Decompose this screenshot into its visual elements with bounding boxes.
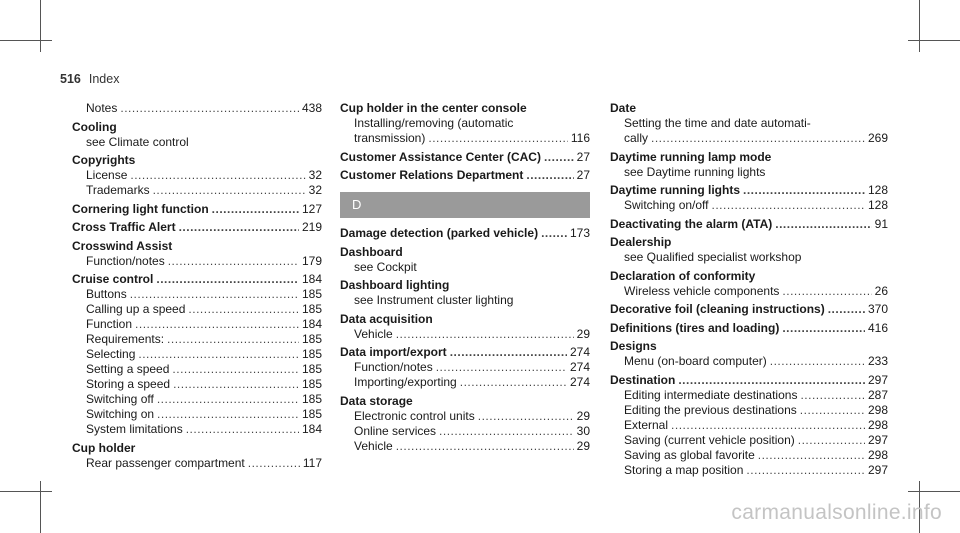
page-reference: 185 xyxy=(301,362,322,376)
dot-leader xyxy=(651,131,865,146)
page-reference: 298 xyxy=(867,402,888,417)
entry-label: Decorative foil (cleaning instructions) xyxy=(610,302,825,316)
entry-label: Function xyxy=(86,317,133,331)
dot-leader xyxy=(775,217,871,232)
entry-label: Cross Traffic Alert xyxy=(72,220,176,234)
dot-leader xyxy=(130,287,299,302)
index-subentry[interactable] xyxy=(72,302,322,317)
entry-label: Customer Assistance Center (CAC) xyxy=(340,149,541,164)
index-subentry[interactable] xyxy=(610,403,888,418)
dot-leader xyxy=(436,360,567,375)
page-number: 516 xyxy=(60,72,81,86)
page-reference: 185 xyxy=(301,287,322,301)
index-subentry[interactable] xyxy=(340,375,590,390)
entry-label: Calling up a speed xyxy=(86,302,186,316)
page-reference: 29 xyxy=(576,326,590,341)
entry-label: cally xyxy=(624,131,649,145)
entry-label: transmission) xyxy=(354,131,426,145)
dot-leader xyxy=(138,347,299,362)
entry-label: Online services xyxy=(354,423,437,438)
entry-label: Selecting xyxy=(86,347,136,361)
entry-label: Saving as global favorite xyxy=(624,447,755,462)
page-reference: 297 xyxy=(867,372,888,387)
index-subentry: see Daytime running lights xyxy=(624,164,766,179)
page-reference: 179 xyxy=(301,253,322,268)
index-subentry[interactable] xyxy=(610,284,888,299)
page-reference: 287 xyxy=(867,387,888,402)
index-subentry[interactable] xyxy=(610,198,888,213)
index-subentry[interactable] xyxy=(610,463,888,478)
index-subentry: see Qualified specialist workshop xyxy=(624,250,802,264)
page-reference: 128 xyxy=(867,198,888,212)
dot-leader xyxy=(782,321,865,336)
index-subentry[interactable] xyxy=(72,407,322,422)
index-subentry[interactable] xyxy=(72,377,322,392)
dot-leader xyxy=(671,418,865,433)
index-topic[interactable] xyxy=(610,217,888,232)
crop-mark xyxy=(908,40,960,41)
index-topic[interactable] xyxy=(72,220,322,235)
page-reference: 185 xyxy=(301,392,322,406)
dot-leader xyxy=(526,168,573,183)
entry-label: Storing a map position xyxy=(624,462,744,477)
dot-leader xyxy=(782,284,871,299)
crop-mark xyxy=(0,40,52,41)
index-subentry[interactable] xyxy=(72,392,322,407)
entry-label: Switching on/off xyxy=(624,198,709,212)
page-reference: 128 xyxy=(867,183,888,197)
entry-label: Setting a speed xyxy=(86,362,170,376)
entry-label: Switching off xyxy=(86,392,154,406)
dot-leader xyxy=(770,354,865,369)
index-column-1 xyxy=(72,101,322,471)
page-reference: 298 xyxy=(867,417,888,432)
dot-leader xyxy=(168,254,299,269)
index-subentry: Installing/removing (automatic xyxy=(354,116,514,130)
dot-leader xyxy=(743,183,865,198)
index-column-3 xyxy=(610,101,888,478)
index-subentry[interactable] xyxy=(72,101,322,116)
index-topic: Dashboard lighting xyxy=(340,278,450,292)
page-reference: 32 xyxy=(308,183,322,197)
page-reference: 298 xyxy=(867,447,888,462)
entry-label: Vehicle xyxy=(354,438,393,453)
page-reference: 274 xyxy=(569,375,590,389)
entry-label: Deactivating the alarm (ATA) xyxy=(610,216,773,231)
page-reference: 185 xyxy=(301,302,322,316)
dot-leader xyxy=(541,226,567,241)
dot-leader xyxy=(173,377,299,392)
index-topic: Copyrights xyxy=(72,153,136,167)
entry-label: Cornering light function xyxy=(72,201,209,216)
crop-mark xyxy=(908,491,960,492)
entry-label: Trademarks xyxy=(86,183,150,197)
index-subentry[interactable] xyxy=(610,433,888,448)
page-reference: 185 xyxy=(301,347,322,361)
dot-leader xyxy=(544,150,574,165)
index-subentry[interactable] xyxy=(610,418,888,433)
dot-leader xyxy=(746,463,865,478)
index-subentry: see Cockpit xyxy=(354,259,417,274)
watermark: carmanualsonline.info xyxy=(731,501,942,524)
dot-leader xyxy=(396,327,574,342)
page-reference: 184 xyxy=(301,317,322,331)
entry-label: Function/notes xyxy=(86,253,165,268)
index-topic: Dashboard xyxy=(340,244,403,259)
index-subentry[interactable] xyxy=(340,439,590,454)
page-reference: 219 xyxy=(301,220,322,234)
index-subentry: see Instrument cluster lighting xyxy=(354,293,514,307)
entry-label: Editing the previous destinations xyxy=(624,402,797,417)
page-reference: 116 xyxy=(570,131,590,145)
page-reference: 26 xyxy=(874,283,888,298)
index-subentry[interactable] xyxy=(340,424,590,439)
index-subentry[interactable] xyxy=(72,183,322,198)
entry-label: Saving (current vehicle position) xyxy=(624,432,795,447)
page-reference: 127 xyxy=(301,201,322,216)
dot-leader xyxy=(450,345,567,360)
index-subentry[interactable] xyxy=(340,409,590,424)
page-reference: 29 xyxy=(576,408,590,423)
dot-leader xyxy=(248,456,300,471)
index-topic: Data storage xyxy=(340,393,413,408)
entry-label: Buttons xyxy=(86,287,127,301)
dot-leader xyxy=(135,317,299,332)
index-topic[interactable] xyxy=(610,373,888,388)
page-reference: 233 xyxy=(867,354,888,368)
index-subentry[interactable] xyxy=(72,254,322,269)
page-reference: 91 xyxy=(874,216,888,231)
dot-leader xyxy=(179,220,299,235)
index-topic: Daytime running lamp mode xyxy=(610,149,772,164)
dot-leader xyxy=(156,272,299,287)
page-reference: 416 xyxy=(867,320,888,335)
page-title: Index xyxy=(88,72,120,86)
entry-label: Cruise control xyxy=(72,272,154,286)
crop-mark xyxy=(40,481,41,533)
index-subentry[interactable] xyxy=(340,360,590,375)
index-topic: Dealership xyxy=(610,235,672,249)
index-subentry[interactable] xyxy=(610,448,888,463)
entry-label: Rear passenger compartment xyxy=(86,455,245,470)
dot-leader xyxy=(157,407,299,422)
dot-leader xyxy=(800,403,865,418)
index-topic: Cup holder xyxy=(72,440,136,455)
page-reference: 274 xyxy=(569,360,590,374)
index-topic[interactable] xyxy=(72,202,322,217)
index-subentry: Setting the time and date automati- xyxy=(624,116,811,130)
page-reference: 438 xyxy=(301,101,322,115)
index-subentry[interactable] xyxy=(340,327,590,342)
page-reference: 184 xyxy=(301,272,322,286)
page-reference: 185 xyxy=(301,407,322,421)
page-reference: 27 xyxy=(576,168,590,182)
index-topic: Declaration of conformity xyxy=(610,268,756,283)
entry-label: External xyxy=(624,417,669,432)
dot-leader xyxy=(167,332,299,347)
crop-mark xyxy=(0,491,52,492)
index-subentry[interactable] xyxy=(72,347,322,362)
index-subentry[interactable] xyxy=(72,422,322,437)
dot-leader xyxy=(172,362,299,377)
entry-label: Requirements: xyxy=(86,332,165,346)
index-topic[interactable] xyxy=(340,150,590,165)
entry-label: Wireless vehicle components xyxy=(624,283,780,298)
page-reference: 269 xyxy=(867,131,888,145)
page-reference: 184 xyxy=(301,422,322,436)
dot-leader xyxy=(460,375,567,390)
page-header xyxy=(60,72,119,86)
index-topic: Data acquisition xyxy=(340,311,433,326)
page-reference: 185 xyxy=(301,377,322,391)
index-column-2 xyxy=(340,101,590,454)
index-topic[interactable] xyxy=(610,302,888,317)
dot-leader xyxy=(439,424,574,439)
index-topic[interactable] xyxy=(72,272,322,287)
dot-leader xyxy=(478,409,574,424)
entry-label: Function/notes xyxy=(354,360,433,374)
index-subentry: see Climate control xyxy=(86,134,189,149)
index-topic: Date xyxy=(610,101,637,115)
entry-label: Damage detection (parked vehicle) xyxy=(340,226,539,240)
dot-leader xyxy=(396,439,574,454)
page-reference: 370 xyxy=(867,302,888,316)
dot-leader xyxy=(798,433,865,448)
index-topic: Designs xyxy=(610,339,657,353)
index-subentry[interactable] xyxy=(72,332,322,347)
page-reference: 27 xyxy=(576,149,590,164)
entry-label: Vehicle xyxy=(354,326,393,341)
page-reference: 274 xyxy=(569,345,590,359)
dot-leader xyxy=(153,183,306,198)
dot-leader xyxy=(188,302,299,317)
index-subentry[interactable] xyxy=(72,456,322,471)
dot-leader xyxy=(758,448,865,463)
dot-leader xyxy=(828,302,865,317)
entry-label: Editing intermediate destinations xyxy=(624,387,798,402)
index-topic[interactable] xyxy=(610,321,888,336)
page-reference: 29 xyxy=(576,438,590,453)
page-reference: 185 xyxy=(301,332,322,346)
index-subentry[interactable] xyxy=(72,362,322,377)
index-topic: Crosswind Assist xyxy=(72,238,173,253)
index-topic[interactable] xyxy=(610,183,888,198)
crop-mark xyxy=(919,0,920,52)
page-reference: 117 xyxy=(302,455,322,470)
entry-label: Definitions (tires and loading) xyxy=(610,320,780,335)
index-subentry[interactable] xyxy=(72,317,322,332)
index-subentry[interactable] xyxy=(610,131,888,146)
page-reference: 297 xyxy=(867,432,888,447)
entry-label: Storing a speed xyxy=(86,377,171,391)
entry-label: Importing/exporting xyxy=(354,375,457,389)
index-subentry[interactable] xyxy=(610,354,888,369)
index-topic: Cooling xyxy=(72,119,117,134)
dot-leader xyxy=(186,422,299,437)
crop-mark xyxy=(40,0,41,52)
page-reference: 32 xyxy=(308,168,322,182)
index-subentry[interactable] xyxy=(610,388,888,403)
index-topic[interactable] xyxy=(340,345,590,360)
entry-label: Data import/export xyxy=(340,345,447,359)
page-reference: 173 xyxy=(569,226,590,240)
index-subentry[interactable] xyxy=(72,287,322,302)
index-topic[interactable] xyxy=(340,226,590,241)
entry-label: Electronic control units xyxy=(354,408,475,423)
entry-label: System limitations xyxy=(86,422,183,436)
entry-label: Menu (on-board computer) xyxy=(624,354,767,368)
dot-leader xyxy=(212,202,299,217)
entry-label: Notes xyxy=(86,101,118,115)
entry-label: Daytime running lights xyxy=(610,183,741,197)
entry-label: License xyxy=(86,168,128,182)
entry-label: Customer Relations Department xyxy=(340,168,524,182)
dot-leader xyxy=(130,168,305,183)
dot-leader xyxy=(800,388,865,403)
dot-leader xyxy=(428,131,568,146)
dot-leader xyxy=(678,373,865,388)
index-subentry[interactable] xyxy=(72,168,322,183)
dot-leader xyxy=(157,392,299,407)
entry-label: Destination xyxy=(610,372,676,387)
dot-leader xyxy=(120,101,299,116)
section-letter: D xyxy=(340,192,590,218)
page-reference: 30 xyxy=(576,423,590,438)
index-topic: Cup holder in the center console xyxy=(340,101,527,115)
page-reference: 297 xyxy=(867,462,888,477)
index-subentry[interactable] xyxy=(340,131,590,146)
index-topic[interactable] xyxy=(340,168,590,183)
entry-label: Switching on xyxy=(86,407,155,421)
dot-leader xyxy=(712,198,865,213)
